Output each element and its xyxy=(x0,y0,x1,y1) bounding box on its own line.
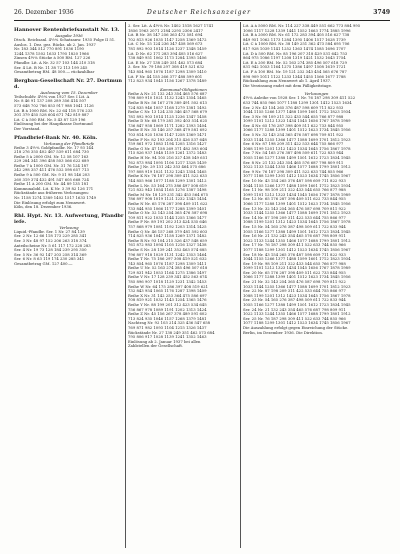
section-title: Pfandbrief-Bank Nr. 40. Köln. xyxy=(14,134,98,141)
text-line: Lit. E Nr. 27 138 249 351 462 573 684 xyxy=(128,60,203,65)
text-line: 762 873 984 1095 1106 1217 1328 1439 xyxy=(128,160,207,165)
text-line: Ser. 17 Nr. 76 187 298 309 411 522 633 744 855 966 xyxy=(243,243,346,248)
section-subtitle: Verlosung der Pfandbriefe xyxy=(43,140,95,146)
text-line: Reihe Z Nr. 45 156 267 378 489 591 602 xyxy=(128,312,207,317)
text-line: Ser. 23 Nr. 54 165 276 387 498 509 611 722 833 944 xyxy=(243,298,346,303)
text-line: Ser. 9 Nr. 76 187 298 309 411 522 633 744 855 966 xyxy=(243,169,344,174)
text-line: Ser. 7 Nr. 54 165 276 387 498 509 611 722 833 944 xyxy=(243,151,344,156)
text-line: Nr. 1158 1274 1389 1402 1517 1633 1749 xyxy=(14,196,97,201)
section-subtitle: Verlosung xyxy=(59,224,79,230)
text-line: Auslos. 1. Dez. gez. Rückz. ab 2. Jan. 1937 xyxy=(14,42,96,47)
section-subtitle: Kommunal-Obligationen xyxy=(160,86,207,92)
text-line: Reihe K Nr. 76 187 298 309 411 522 633 xyxy=(128,174,207,179)
column-divider xyxy=(240,22,241,548)
text-line: Ser. 11 Nr. 98 109 211 322 433 544 655 766 877 988 xyxy=(243,188,346,193)
text-line: Lit. B à 2000 RM. Nr. 61 172 283 394 405 516 627 738 xyxy=(243,33,350,38)
text-line: Lit. B à 1000 RM. Nr. 22 64 118 176 233 xyxy=(14,108,93,113)
text-line: Zinsen 4½% Stücke à 500 RM. 127 226 xyxy=(14,56,91,61)
text-line: Ser. 2 Nr. 43 154 265 376 487 598 609 711 822 933 xyxy=(243,105,344,110)
text-line: Ser. 15 Nr. 54 165 276 387 498 509 611 722 833 944 xyxy=(243,224,346,229)
section-title: Hannover Rentenbriefsanstalt Nr. 13. xyxy=(14,27,120,33)
text-line: 1022 1133 1244 1355 1466 1577 1688 1799 1801 1912 xyxy=(243,165,351,170)
text-line: Reihe N Nr. 65 176 287 398 409 511 622 xyxy=(128,201,208,206)
text-line: 817 928 1039 1141 1252 1363 1474 1585 1696 1707 xyxy=(243,46,346,51)
text-line: 796 807 918 1029 1131 1242 1353 1464 xyxy=(128,252,207,257)
header-rule xyxy=(14,20,390,21)
text-line: Ser. 10 Nr. 43 154 265 376 487 598 609 711 822 933 xyxy=(243,179,346,183)
text-line: Reihe H Nr. 94 105 216 327 438 549 651 xyxy=(128,156,208,161)
text-line: 4½% Anleihe von 1928 Ser. 1 Nr. 76 187 298 309 411 522 xyxy=(243,96,356,101)
text-line: Lit. B Nr. 38 147 256 363 472 581 694 xyxy=(128,33,203,38)
column-3 xyxy=(243,24,390,546)
text-line: Reihe T Nr. 75 186 297 308 419 521 632 xyxy=(128,257,207,262)
text-line: Reihe 5 à 2000 GM. Nr. 12 58 107 163 xyxy=(14,154,89,159)
text-line: 757 868 979 1081 1192 1203 1314 1425 xyxy=(128,224,207,229)
text-line: 769 871 982 1093 1104 1215 1326 1437 xyxy=(128,326,207,330)
text-line: 1055 1166 1277 1388 1499 1501 1612 1723 1834 1945 xyxy=(243,156,351,161)
text-line: Rückzahlung zum Nennwert ab 1. April 1937. xyxy=(243,79,332,84)
text-line: 633 744 855 966 1077 1188 1299 1301 1412 1523 1634 xyxy=(243,100,352,105)
text-line: 864 975 1086 1197 1208 1319 1421 1532 1643 1754 xyxy=(243,56,346,61)
text-line: 1022 1133 1244 1355 1466 1577 1688 1799 1801 1912 xyxy=(243,312,351,317)
text-line: Rückstände aus früheren Verlosungen: xyxy=(14,191,89,196)
text-line: 703 814 925 1036 1147 1258 1369 1471 xyxy=(128,133,207,138)
text-line: Reihe U Nr. 52 163 274 385 496 507 618 xyxy=(128,266,208,271)
page-header xyxy=(14,6,390,20)
text-line: Dtsch. Reichsanl. 4½% Schatzanw. 1935 Folge II 51. xyxy=(14,38,116,42)
text-line: Lit. F Nr. 44 155 266 377 488 599 601 xyxy=(128,74,203,79)
text-line: Ser. 6 Nr. 8 63 119 174 230 285 341 xyxy=(14,257,85,262)
text-line: 797 808 919 1021 1132 1243 1354 1465 xyxy=(128,169,207,174)
text-line: Lit. D à 500 RM. Nr. 85 196 207 318 429 531 642 753 xyxy=(243,51,348,56)
text-line: 573 648 702 786 853 917 988 1041 1126 xyxy=(14,103,94,108)
text-line: 733 844 955 1066 1177 1288 1399 1401 xyxy=(128,206,207,211)
text-line: Die Verzinsung endet mit dem Fälligkeitstage. xyxy=(243,83,333,88)
text-line: Gesamtbetrag GM. 127 400.— xyxy=(14,261,73,266)
text-line: 229 284 341 396 458 503 566 622 689 xyxy=(14,159,89,164)
text-line: Reihe A Nr. 21 132 243 354 465 576 687 xyxy=(128,91,207,96)
text-line: 3. Ser. Nr. 79 186 297 308 419 521 632 xyxy=(128,65,205,70)
text-line: Ser. 16 Nr. 21 132 243 354 465 576 687 798 809 911 xyxy=(243,234,346,239)
text-line: 301 379 455 528 604 671 742 819 887 xyxy=(14,113,89,118)
text-line: 786 897 908 1019 1121 1232 1343 1454 xyxy=(128,197,207,202)
text-line: 1077 1188 1299 1301 1412 1523 1634 1745 1856 1967 xyxy=(243,247,351,252)
text-line: 1044 1155 1266 1377 1488 1599 1601 1712 1823 1934 xyxy=(243,183,351,188)
text-line: 1077 1188 1299 1301 1412 1523 1634 1745 1856 1967 xyxy=(243,321,351,326)
text-line: Reihe D Nr. 68 179 281 392 403 514 625 xyxy=(128,119,208,124)
text-line: Reihe R Nr. 93 104 215 326 437 548 659 xyxy=(128,238,207,243)
text-line: Anteilscheine Nr. 5 61 117 172 228 283 xyxy=(14,243,91,248)
text-line: 759 861 972 1083 1194 1205 1316 1427 xyxy=(128,142,207,147)
text-line: 713 824 935 1046 1157 1268 1379 1481 xyxy=(128,316,207,321)
text-line: Ser. 19 Nr. 98 109 211 322 433 544 655 766 877 988 xyxy=(243,261,346,266)
text-line: 738 849 951 1062 1173 1284 1395 1406 xyxy=(128,56,207,61)
text-line: Nr. 183 344 512 770 891 1036 1190 xyxy=(14,47,84,52)
text-line: 714 825 936 1047 1158 1269 1371 1482 xyxy=(128,234,207,239)
text-line: Nr. 8 46 91 137 208 289 356 414 507 xyxy=(14,99,87,104)
text-line: Ser. 4 Lit. B Nr. 11 38 72 113 199 245 xyxy=(14,65,88,70)
section-subtitle: Auslosung vom 15. Dezember xyxy=(40,89,98,95)
text-line: 1066 1177 1288 1399 1401 1512 1623 1734 1845 1956 xyxy=(243,128,351,133)
text-line: Liquid.-Pfandbr. Ser. 1 Nr. 27 84 139 xyxy=(14,229,85,234)
text-line: 736 847 958 1069 1171 1282 1393 1404 xyxy=(128,123,207,128)
text-line: Berlin, im Dezember 1936. Die Direktion. xyxy=(243,330,324,335)
text-line: Ser. 25 Nr. 76 187 298 309 411 522 633 744 855 966 xyxy=(243,316,346,321)
text-line: 756 867 978 1089 1191 1202 1313 1424 xyxy=(128,307,207,312)
text-line: 744 855 966 1077 1188 1299 1301 1412 xyxy=(128,179,207,183)
text-line: Reihe C Nr. 13 124 235 346 457 568 679 xyxy=(128,110,208,115)
text-line: 709 811 922 1033 1144 1255 1366 1477 xyxy=(128,215,207,220)
text-line: 1006 1117 1228 1339 1441 1552 1663 1774 1885 1996 xyxy=(243,28,351,33)
section-title: Rhl. Hypt. Nr. 13. Aufwertung, Pfandbriefe. xyxy=(14,212,124,225)
text-line: Ser. 5 Nr. 36 92 147 203 258 314 369 xyxy=(14,252,87,257)
text-line: Ser. 18 Nr. 43 154 265 376 487 598 609 711 822 933 xyxy=(243,252,346,257)
text-line: Lit. C à 1000 RM. Nr. 38 149 251 362 473 584 695 706 xyxy=(243,42,350,47)
text-line: Reihe L Nr. 53 164 275 386 497 508 619 xyxy=(128,183,207,188)
text-line: Reihe F Nr. 82 193 204 315 426 537 648 xyxy=(128,137,207,142)
text-line: 1077 1188 1299 1301 1412 1523 1634 1745 1856 1967 xyxy=(243,174,351,179)
text-line: Reihe M Nr. 18 129 231 342 453 564 675 xyxy=(128,192,209,197)
text-line: Lit. F à 100 RM. Nr. 19 121 232 343 454 565 676 787 xyxy=(243,69,347,74)
text-line: Ser. 21 Nr. 32 143 254 365 476 587 698 709 811 922 xyxy=(243,280,346,285)
text-line: Reihe O Nr. 32 143 254 365 476 587 698 xyxy=(128,211,208,216)
text-line: Ser. 4 Nr. 19 73 128 184 239 295 350 xyxy=(14,248,87,253)
text-line: 702 813 926 1035 1147 1258 1369 1472 xyxy=(128,37,207,42)
text-line: 781 892 903 1014 1126 1237 1348 1459 xyxy=(128,46,207,51)
text-line: 1033 1144 1255 1366 1477 1588 1699 1701 1812 1923 xyxy=(243,284,351,289)
text-line: Nachtrag Nr. 92 103 214 325 436 547 658 xyxy=(128,321,211,326)
text-line: Reihe Q Nr. 46 157 268 379 481 592 603 xyxy=(128,229,208,234)
text-line: Die Einlösung erfolgt zum Nennwert. xyxy=(14,200,87,205)
text-line: Lit. E à 200 RM. Nr. 52 163 274 385 496 507 618 729 xyxy=(243,60,347,65)
text-line: Ser. 2 Nr. 12 66 118 173 229 285 341 xyxy=(14,234,87,239)
column-1 xyxy=(14,24,124,546)
text-line: Reihe P Nr. 89 191 202 313 424 535 646 xyxy=(128,220,207,225)
header-date: 26. Dezember 1936 xyxy=(14,9,74,16)
text-line: 1856 1963 2071 2184 2295 2306 2417 xyxy=(128,28,203,33)
text-line: Lit. C Nr. 15 124 236 347 458 569 673 xyxy=(128,42,203,47)
text-line: 1088 1199 1201 1312 1423 1534 1645 1756 1867 1978 xyxy=(243,293,351,298)
text-line: Reihe V Nr. 17 128 239 341 452 563 674 xyxy=(128,275,207,280)
text-line: Gesamtbetrag RM. 48 500.— rückzahlbar xyxy=(14,70,95,75)
text-line: 712 823 934 1045 1156 1267 1378 1489 xyxy=(128,79,207,84)
text-line: 1055 1166 1277 1388 1499 1501 1612 1723 1834 1945 xyxy=(243,303,351,308)
text-line: Lit. A à 5000 RM. Nr. 114 227 338 449 551 662 773 884 995 xyxy=(243,24,361,28)
text-line: Rückstände Nr. 27 138 249 351 462 573 684 xyxy=(128,330,215,335)
text-line: 1088 1199 1201 1312 1423 1534 1645 1756 1867 1978 xyxy=(243,146,351,151)
text-line: 715 826 937 1048 1159 1261 1372 1483 xyxy=(128,151,207,156)
text-line: 1044 1155 1266 1377 1488 1599 1601 1712 1823 1934 xyxy=(243,257,351,262)
text-line: Ser. 24 Nr. 21 132 243 354 465 576 687 798 809 911 xyxy=(243,307,346,312)
text-line: 795 806 917 1028 1139 1241 1352 1463 xyxy=(128,335,207,340)
text-line: Ser. 14 Nr. 87 198 209 311 422 533 644 755 866 977 xyxy=(243,215,346,220)
text-line: 761 872 983 1094 1105 1216 1327 1438 xyxy=(128,243,207,248)
text-line: Ser. 4 Nr. 65 176 287 398 409 511 622 733 844 955 xyxy=(243,123,344,128)
section-subtitle: Verlosungen xyxy=(304,91,329,97)
text-line: 781 892 903 1014 1125 1236 1347 1458 xyxy=(128,114,207,119)
text-line: 785 896 907 1018 1129 1231 1342 1453 xyxy=(128,280,207,285)
text-line: 1066 1177 1288 1399 1401 1512 1623 1734 1845 1956 xyxy=(243,201,351,206)
text-line: Reihe 7 à 1000 GM. Nr. 31 76 124 187 xyxy=(14,163,89,168)
text-line: 1033 1144 1255 1366 1477 1588 1699 1701 1812 1923 xyxy=(243,211,351,216)
text-line: 721 832 943 1054 1165 1276 1387 1498 xyxy=(128,188,207,193)
text-line: 798 809 910 1021 1132 1243 1354 1465 xyxy=(128,96,207,101)
text-line: Reihe Y Nr. 88 199 201 312 423 534 645 xyxy=(128,303,207,308)
text-line: 1033 1144 1255 1366 1477 1588 1699 1701 1812 1923 xyxy=(243,137,351,142)
text-line: 1088 1199 1201 1312 1423 1534 1645 1756 1867 1978 xyxy=(243,220,351,225)
text-line: 724 835 946 1057 1168 1279 1381 1492 xyxy=(128,105,207,110)
text-line: 898 909 1011 1122 1233 1344 1455 1566 1677 1788 xyxy=(243,74,346,79)
text-line: Die Auszahlung erfolgt gegen Einreichung der Stücke. xyxy=(243,326,349,330)
header-page-number: 3749 xyxy=(373,9,390,16)
text-line: Pfandbr. Lit. A Nr. 32 57 103 144 210 318 xyxy=(14,60,95,65)
text-line: Lit. D Nr. 62 171 283 394 405 516 627 xyxy=(128,51,203,56)
column-2 xyxy=(128,24,239,546)
text-line: Reihe S Nr. 28 139 241 352 463 574 685 xyxy=(128,247,207,252)
text-line: Reihe 3 4½% Goldpfandbr. Nr. 17 93 144 xyxy=(14,145,94,150)
text-line: Ser. 12 Nr. 65 176 287 398 409 511 622 733 844 955 xyxy=(243,197,346,202)
text-line: Reihe W Nr. 64 175 286 397 408 519 621 xyxy=(128,284,209,289)
text-line: Zahlstellen der Gesellschaft. xyxy=(128,344,184,349)
text-line: Der Vorstand. xyxy=(14,126,41,131)
text-line: 2. Ser. Lit. A 4½% Nr. 1402 1518 1627 1741 xyxy=(128,24,214,28)
text-line: Köln, den 18. Dezember 1936. xyxy=(14,205,73,210)
text-line: 732 843 954 1065 1176 1287 1398 1409 xyxy=(128,289,207,294)
text-line: Reihe G Nr. 47 158 269 371 482 593 604 xyxy=(128,146,208,151)
header-title: Deutscher Reichsanzeiger xyxy=(147,9,251,16)
text-line: Einlösung bei der Hauptkasse Dortmund xyxy=(14,122,93,127)
text-line: Reihe X Nr. 31 142 253 364 475 586 697 xyxy=(128,293,207,298)
text-line: Ser. 13 Nr. 32 143 254 365 476 587 698 709 811 922 xyxy=(243,206,346,211)
text-line: Ser. 5 Nr. 32 143 254 365 476 587 698 709 811 922 xyxy=(243,133,344,138)
text-line: Reihe B Nr. 56 167 278 389 491 502 613 xyxy=(128,100,207,105)
text-line: Ser. 3 Nr. 98 109 211 322 433 544 655 766 877 988 xyxy=(243,114,344,119)
text-line: Einlösung ab 2. Januar 1937 bei allen xyxy=(128,339,201,344)
column-divider xyxy=(125,22,126,548)
text-line: 218 276 355 402 467 539 611 684 730 xyxy=(14,150,89,155)
text-line: Reihe 9 à 500 GM. Nr. 9 51 98 146 203 xyxy=(14,173,90,178)
text-line: 743 854 965 1076 1187 1298 1309 1411 xyxy=(128,261,207,266)
text-line: 708 819 921 1032 1143 1254 1365 1476 xyxy=(128,298,207,303)
text-line: 1055 1166 1277 1388 1499 1501 1612 1723 1834 1945 xyxy=(243,229,351,234)
section-subtitle: Ausgabe 1936 xyxy=(55,33,83,38)
text-line: 729 831 942 1053 1164 1275 1386 1497 xyxy=(128,270,207,275)
text-line: Ser. 22 Nr. 87 198 209 311 422 533 644 755 866 977 xyxy=(243,289,346,294)
text-line: 1244 1378 1502 1633 1795 1820 1966 xyxy=(14,51,89,56)
text-line: Lit. C à 500 RM. Nr. 5 43 87 129 196 xyxy=(14,117,86,122)
text-line: Ser. 6 Nr. 87 198 209 311 422 533 644 755 866 977 xyxy=(243,142,344,147)
text-line: Reihe J Nr. 29 131 242 353 464 575 686 xyxy=(128,165,206,170)
text-line: 1099 1101 1212 1323 1434 1545 1656 1767 1878 1989 xyxy=(243,266,351,271)
text-line: 1099 1101 1212 1323 1434 1545 1656 1767 1878 1989 xyxy=(243,119,351,124)
text-line: Ser. 3 Nr. 48 97 152 206 263 318 374 xyxy=(14,239,87,243)
text-line: 831 942 1053 1164 1275 1386 1497 1508 1619 1721 xyxy=(243,65,346,70)
text-line: 743 854 965 1076 1187 1298 1309 1410 xyxy=(128,69,207,74)
text-line: Kommunalobl. Lit. K Nr. 3 39 82 126 171 xyxy=(14,186,94,191)
text-line: 242 298 357 411 476 532 598 657 713 xyxy=(14,168,89,173)
text-line: 1044 1155 1266 1377 1488 1599 1601 1712 1823 1934 xyxy=(243,110,351,115)
text-line: Teilschuldv. 4½% von 1927 Ser. I Lit. A xyxy=(14,94,90,99)
text-line: Ser. 20 Nr. 65 176 287 398 409 511 622 733 844 955 xyxy=(243,270,346,275)
text-line: Reihe E Nr. 35 146 257 368 479 581 692 xyxy=(128,128,207,133)
text-line: 849 951 1062 1173 1284 1395 1406 1517 1628 1739 xyxy=(243,37,346,42)
text-line: 260 319 374 432 491 547 605 668 724 xyxy=(14,177,89,182)
text-line: Ser. 8 Nr. 21 132 243 354 465 576 687 798 809 911 xyxy=(243,160,344,165)
text-line: 1099 1101 1212 1323 1434 1545 1656 1767 1878 1989 xyxy=(243,192,351,197)
text-line: Reihe 11 à 200 GM. Nr. 44 89 135 181 xyxy=(14,182,89,187)
section-title: Bergbau-Gesellschaft Nr. 27. Dortmund. xyxy=(14,77,123,90)
text-line: 1022 1133 1244 1355 1466 1577 1688 1799 1801 1912 xyxy=(243,238,351,243)
text-line: 1066 1177 1288 1399 1401 1512 1623 1734 1845 1956 xyxy=(243,275,351,280)
